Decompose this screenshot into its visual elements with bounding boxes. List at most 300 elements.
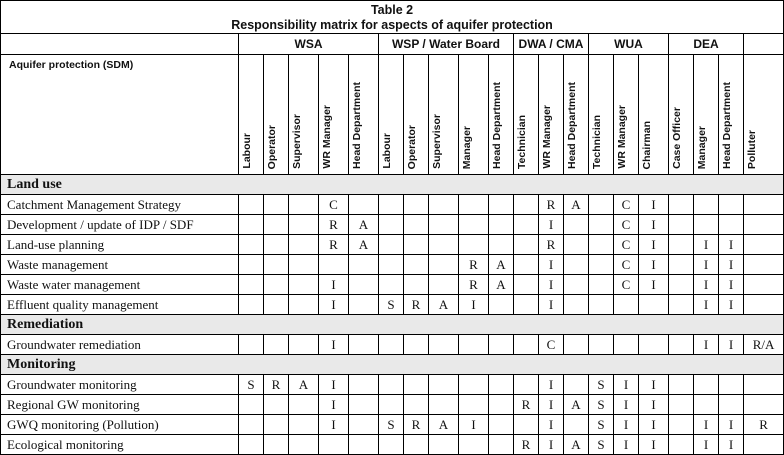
matrix-cell: I [694, 255, 719, 275]
column-header-cell [614, 55, 639, 175]
matrix-cell: R [319, 215, 349, 235]
matrix-cell [404, 195, 429, 215]
column-header-cell [489, 55, 514, 175]
column-header-cell [669, 55, 694, 175]
matrix-cell [459, 435, 489, 455]
matrix-cell [289, 335, 319, 355]
matrix-cell: I [459, 415, 489, 435]
matrix-cell [429, 435, 459, 455]
matrix-cell: I [639, 275, 669, 295]
column-header-cell [459, 55, 489, 175]
matrix-cell: I [694, 295, 719, 315]
table-row [1, 435, 784, 455]
matrix-cell [744, 275, 784, 295]
table-row [1, 275, 784, 295]
matrix-cell [319, 435, 349, 455]
matrix-cell [264, 275, 289, 295]
row-label: Effluent quality management [1, 295, 239, 315]
matrix-cell: A [564, 395, 589, 415]
column-header-cell [694, 55, 719, 175]
table-row [1, 395, 784, 415]
matrix-cell: R/A [744, 335, 784, 355]
matrix-cell [289, 435, 319, 455]
matrix-cell [694, 215, 719, 235]
section-title: Remediation [1, 315, 784, 335]
column-header-label: Head Department [351, 82, 363, 169]
matrix-cell [239, 215, 264, 235]
group-wua: WUA [589, 34, 669, 55]
row-label: GWQ monitoring (Pollution) [1, 415, 239, 435]
column-header-cell [264, 55, 289, 175]
matrix-cell [489, 435, 514, 455]
matrix-cell [744, 235, 784, 255]
group-header-row [1, 34, 784, 55]
matrix-cell [564, 255, 589, 275]
matrix-cell: I [719, 335, 744, 355]
column-header-cell [319, 55, 349, 175]
matrix-cell [564, 295, 589, 315]
matrix-cell [379, 435, 404, 455]
column-header-label: Operator [406, 124, 418, 169]
table-title [1, 1, 784, 34]
column-header-label: Polluter [746, 129, 758, 169]
matrix-cell: C [614, 255, 639, 275]
matrix-cell: I [539, 375, 564, 395]
matrix-cell [744, 395, 784, 415]
matrix-cell [564, 335, 589, 355]
row-label: Waste management [1, 255, 239, 275]
matrix-cell: I [319, 275, 349, 295]
matrix-cell: A [349, 235, 379, 255]
matrix-cell [514, 335, 539, 355]
matrix-cell: I [459, 295, 489, 315]
matrix-cell: I [639, 395, 669, 415]
matrix-cell: A [429, 295, 459, 315]
table-row [1, 255, 784, 275]
matrix-cell [589, 275, 614, 295]
matrix-cell [744, 195, 784, 215]
matrix-cell: C [539, 335, 564, 355]
matrix-cell [669, 335, 694, 355]
matrix-cell [379, 375, 404, 395]
matrix-cell [614, 295, 639, 315]
table-row [1, 235, 784, 255]
matrix-cell: I [539, 295, 564, 315]
matrix-cell: R [514, 395, 539, 415]
matrix-cell [289, 295, 319, 315]
matrix-cell [669, 435, 694, 455]
matrix-cell [514, 295, 539, 315]
matrix-cell [379, 255, 404, 275]
column-header-cell [744, 55, 784, 175]
matrix-cell: I [319, 295, 349, 315]
matrix-cell [239, 435, 264, 455]
matrix-cell [429, 195, 459, 215]
matrix-cell: I [694, 235, 719, 255]
matrix-cell: S [379, 415, 404, 435]
matrix-cell: S [589, 375, 614, 395]
matrix-cell: R [404, 295, 429, 315]
section-title: Monitoring [1, 355, 784, 375]
table-row [1, 215, 784, 235]
matrix-cell [694, 375, 719, 395]
matrix-cell: R [744, 415, 784, 435]
matrix-cell [744, 295, 784, 315]
matrix-cell [589, 295, 614, 315]
matrix-cell: R [539, 235, 564, 255]
matrix-cell [349, 295, 379, 315]
column-header-cell [514, 55, 539, 175]
matrix-cell: I [694, 435, 719, 455]
matrix-cell [489, 215, 514, 235]
matrix-cell: I [319, 415, 349, 435]
matrix-cell: I [319, 335, 349, 355]
matrix-cell [744, 215, 784, 235]
matrix-cell [514, 275, 539, 295]
matrix-cell [429, 335, 459, 355]
column-header-label: Supervisor [431, 114, 443, 169]
matrix-cell: I [719, 435, 744, 455]
matrix-cell [239, 195, 264, 215]
table-row [1, 295, 784, 315]
matrix-cell [264, 435, 289, 455]
column-header-label: Chairman [641, 120, 653, 169]
matrix-cell [429, 375, 459, 395]
group-wsp: WSP / Water Board [379, 34, 514, 55]
matrix-cell [404, 395, 429, 415]
row-label: Land-use planning [1, 235, 239, 255]
matrix-cell: R [459, 275, 489, 295]
column-header-label: Technician [516, 114, 528, 169]
column-header-cell [639, 55, 669, 175]
column-header-label: Labour [381, 133, 393, 169]
matrix-cell [459, 395, 489, 415]
matrix-cell [379, 215, 404, 235]
matrix-cell [459, 335, 489, 355]
matrix-cell [289, 195, 319, 215]
matrix-cell: I [639, 195, 669, 215]
column-header-cell [289, 55, 319, 175]
matrix-cell [719, 395, 744, 415]
matrix-cell [429, 395, 459, 415]
column-header-cell [349, 55, 379, 175]
matrix-cell [669, 395, 694, 415]
matrix-cell: I [719, 275, 744, 295]
matrix-cell [514, 255, 539, 275]
column-header-cell [589, 55, 614, 175]
row-label: Catchment Management Strategy [1, 195, 239, 215]
matrix-cell [459, 215, 489, 235]
matrix-cell [514, 375, 539, 395]
matrix-cell: A [564, 435, 589, 455]
matrix-cell [264, 395, 289, 415]
matrix-cell [404, 275, 429, 295]
matrix-cell [349, 415, 379, 435]
matrix-cell [489, 375, 514, 395]
matrix-cell: I [639, 215, 669, 235]
table-title-line1: Table 2 [370, 2, 414, 17]
matrix-cell [639, 335, 669, 355]
matrix-cell: A [289, 375, 319, 395]
matrix-cell: I [319, 375, 349, 395]
matrix-cell: A [489, 275, 514, 295]
matrix-cell: I [614, 415, 639, 435]
matrix-cell: C [614, 215, 639, 235]
matrix-cell [264, 415, 289, 435]
matrix-cell [289, 395, 319, 415]
matrix-cell: I [694, 335, 719, 355]
column-header-row [1, 55, 784, 175]
row-label: Groundwater monitoring [1, 375, 239, 395]
matrix-cell [429, 275, 459, 295]
matrix-cell [264, 235, 289, 255]
matrix-cell: C [614, 275, 639, 295]
matrix-cell [514, 235, 539, 255]
column-header-label: Head Department [721, 82, 733, 169]
matrix-cell [669, 255, 694, 275]
matrix-cell [719, 375, 744, 395]
title-row [1, 1, 784, 34]
matrix-cell [614, 335, 639, 355]
column-header-label: Manager [461, 125, 473, 169]
matrix-cell [744, 375, 784, 395]
matrix-cell [404, 435, 429, 455]
matrix-cell: C [614, 235, 639, 255]
matrix-cell [459, 195, 489, 215]
matrix-cell: A [564, 195, 589, 215]
matrix-cell [404, 215, 429, 235]
matrix-cell [429, 255, 459, 275]
matrix-cell: S [589, 395, 614, 415]
matrix-cell [349, 375, 379, 395]
matrix-cell: S [379, 295, 404, 315]
matrix-cell [289, 215, 319, 235]
matrix-cell: C [614, 195, 639, 215]
matrix-cell [289, 235, 319, 255]
matrix-cell: R [319, 235, 349, 255]
matrix-cell [669, 375, 694, 395]
matrix-cell [239, 275, 264, 295]
section-row [1, 355, 784, 375]
matrix-cell [349, 335, 379, 355]
matrix-cell [489, 195, 514, 215]
column-header-label: WR Manager [321, 105, 333, 169]
matrix-cell [264, 335, 289, 355]
matrix-cell [589, 255, 614, 275]
row-header: Aquifer protection (SDM) [1, 55, 239, 175]
matrix-cell: R [514, 435, 539, 455]
matrix-cell [669, 415, 694, 435]
matrix-cell: I [539, 275, 564, 295]
table-row [1, 415, 784, 435]
group-header-polluter-spacer [744, 34, 784, 55]
matrix-cell [404, 235, 429, 255]
matrix-cell [694, 195, 719, 215]
matrix-cell: C [319, 195, 349, 215]
matrix-cell [379, 395, 404, 415]
matrix-cell: I [639, 415, 669, 435]
matrix-cell [379, 335, 404, 355]
column-header-label: Operator [266, 124, 278, 169]
matrix-cell: R [539, 195, 564, 215]
matrix-cell: I [539, 255, 564, 275]
matrix-cell [264, 255, 289, 275]
matrix-cell [459, 235, 489, 255]
matrix-cell: I [639, 235, 669, 255]
table-row [1, 375, 784, 395]
matrix-cell: I [719, 255, 744, 275]
matrix-cell [669, 235, 694, 255]
column-header-cell [564, 55, 589, 175]
column-header-label: WR Manager [616, 105, 628, 169]
matrix-cell: R [264, 375, 289, 395]
matrix-cell [669, 295, 694, 315]
matrix-cell: I [639, 375, 669, 395]
matrix-cell [289, 415, 319, 435]
matrix-cell: S [589, 415, 614, 435]
matrix-cell [349, 395, 379, 415]
matrix-cell [719, 215, 744, 235]
matrix-cell [404, 255, 429, 275]
matrix-cell [239, 395, 264, 415]
matrix-cell [514, 415, 539, 435]
column-header-cell [404, 55, 429, 175]
matrix-cell [564, 275, 589, 295]
matrix-cell [404, 375, 429, 395]
matrix-cell [639, 295, 669, 315]
column-header-label: WR Manager [541, 105, 553, 169]
matrix-cell: I [614, 375, 639, 395]
matrix-cell [349, 275, 379, 295]
section-row [1, 315, 784, 335]
matrix-cell [404, 335, 429, 355]
matrix-cell [564, 215, 589, 235]
matrix-cell [589, 195, 614, 215]
matrix-cell: I [319, 395, 349, 415]
matrix-cell [319, 255, 349, 275]
matrix-cell [489, 395, 514, 415]
matrix-cell [264, 295, 289, 315]
table-row [1, 335, 784, 355]
matrix-cell: I [719, 415, 744, 435]
column-header-cell [239, 55, 264, 175]
matrix-cell [429, 235, 459, 255]
column-header-cell [719, 55, 744, 175]
matrix-cell [694, 395, 719, 415]
matrix-cell [514, 195, 539, 215]
column-header-label: Supervisor [291, 114, 303, 169]
row-label: Development / update of IDP / SDF [1, 215, 239, 235]
matrix-cell [379, 195, 404, 215]
matrix-cell [239, 255, 264, 275]
matrix-cell [669, 215, 694, 235]
table-row [1, 195, 784, 215]
matrix-cell: I [539, 435, 564, 455]
row-label: Ecological monitoring [1, 435, 239, 455]
matrix-cell [564, 415, 589, 435]
matrix-cell [289, 275, 319, 295]
matrix-cell: R [404, 415, 429, 435]
matrix-cell: I [539, 415, 564, 435]
matrix-cell: S [589, 435, 614, 455]
matrix-cell [719, 195, 744, 215]
group-dea: DEA [669, 34, 744, 55]
matrix-cell [564, 375, 589, 395]
matrix-cell: I [614, 395, 639, 415]
row-label: Groundwater remediation [1, 335, 239, 355]
matrix-cell [289, 255, 319, 275]
matrix-cell: I [639, 435, 669, 455]
matrix-cell [349, 435, 379, 455]
group-wsa: WSA [239, 34, 379, 55]
matrix-cell [514, 215, 539, 235]
group-dwa: DWA / CMA [514, 34, 589, 55]
matrix-cell [264, 215, 289, 235]
column-header-label: Head Department [566, 82, 578, 169]
matrix-cell: A [489, 255, 514, 275]
matrix-cell [489, 235, 514, 255]
row-label: Waste water management [1, 275, 239, 295]
matrix-cell: I [614, 435, 639, 455]
matrix-cell [489, 295, 514, 315]
matrix-cell: I [719, 235, 744, 255]
matrix-cell [349, 195, 379, 215]
matrix-cell [744, 435, 784, 455]
matrix-cell [589, 335, 614, 355]
column-header-cell [539, 55, 564, 175]
matrix-cell [239, 295, 264, 315]
column-header-label: Labour [241, 133, 253, 169]
matrix-cell [669, 275, 694, 295]
column-header-cell [379, 55, 404, 175]
column-header-label: Case Officer [671, 107, 683, 169]
matrix-cell [744, 255, 784, 275]
matrix-cell: A [349, 215, 379, 235]
matrix-cell: S [239, 375, 264, 395]
matrix-cell: A [429, 415, 459, 435]
section-title: Land use [1, 175, 784, 195]
matrix-cell [264, 195, 289, 215]
matrix-cell [459, 375, 489, 395]
matrix-cell [239, 335, 264, 355]
matrix-cell [349, 255, 379, 275]
column-header-label: Technician [591, 114, 603, 169]
matrix-cell [589, 215, 614, 235]
matrix-cell: I [694, 415, 719, 435]
matrix-cell [379, 275, 404, 295]
matrix-cell: I [539, 395, 564, 415]
column-header-cell [429, 55, 459, 175]
matrix-cell [669, 195, 694, 215]
matrix-cell [379, 235, 404, 255]
group-header-spacer [1, 34, 239, 55]
section-row [1, 175, 784, 195]
column-header-label: Manager [696, 125, 708, 169]
matrix-cell [239, 235, 264, 255]
matrix-cell [564, 235, 589, 255]
matrix-cell: I [694, 275, 719, 295]
matrix-cell [489, 335, 514, 355]
row-label: Regional GW monitoring [1, 395, 239, 415]
matrix-cell [429, 215, 459, 235]
matrix-cell: I [539, 215, 564, 235]
matrix-cell [239, 415, 264, 435]
column-header-label: Head Department [491, 82, 503, 169]
matrix-cell [489, 415, 514, 435]
matrix-cell: I [719, 295, 744, 315]
table-title-line2: Responsibility matrix for aspects of aquifer protection [231, 17, 553, 32]
matrix-cell: I [639, 255, 669, 275]
